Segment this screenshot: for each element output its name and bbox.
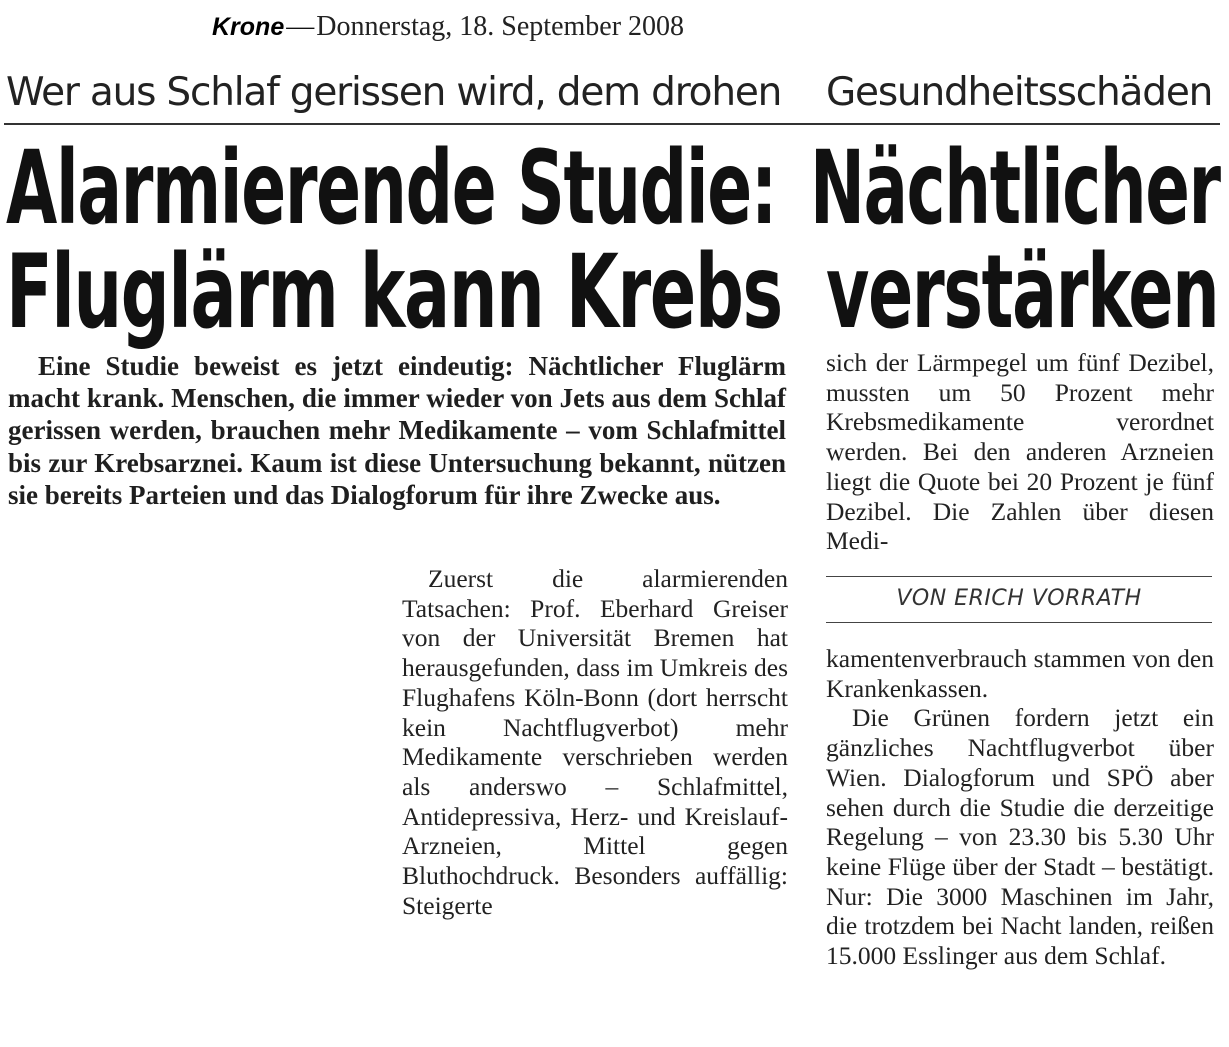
article-column-right-bottom [826,644,1214,971]
article-paragraph: Zuerst die alarmierenden Tatsachen: Prof. Eberhard Greiser von der Universität Bremen hat herausgefunden, dass im Umkreis des Flughafens Köln-Bonn (dort herrscht kein Nachtflugverbot) mehr Medikamente verschrieben werden als anderswo – Schlafmittel, Antidepressiva, Herz- und Kreislauf-Arzneien, Mittel gegen Bluthochdruck. Besonders auffällig: Steigerte [402,564,788,920]
article-paragraph: kamentenverbrauch stammen von den Krankenkassen. [826,644,1214,703]
byline-rule-bottom [826,622,1212,623]
headline-line-2-right: verstärken [826,233,1219,352]
kicker-left: Wer aus Schlaf gerissen wird, dem drohen [6,70,782,115]
lead-paragraph: Eine Studie beweist es jetzt eindeutig: Nächtlicher Fluglärm macht krank. Menschen, die immer wieder von Jets aus dem Schlaf gerissen werden, brauchen mehr Medikamente – vom Schlafmittel bis zur Krebsarznei. Kaum ist diese Untersuchung bekannt, nützen sie bereits Parteien und das Dialogforum für ihre Zwecke aus. [8,351,786,510]
header-rule [4,123,1220,125]
article-column-middle [402,564,788,920]
byline: VON ERICH VORRATH [896,586,1142,611]
publication-date: Donnerstag, 18. September 2008 [316,11,685,42]
headline-line-2-left: Fluglärm kann Krebs [6,233,782,352]
headline-line-1-left: Alarmierende Studie: [6,129,777,248]
headline-line-1-right: Nächtlicher [810,129,1220,248]
article-paragraph: Die Grünen fordern jetzt ein gänzliches Nachtflugverbot über Wien. Dialogforum und SPÖ aber sehen durch die Studie die derzeitige Regelung – von 23.30 bis 5.30 Uhr keine Flüge über der Stadt – bestätigt. Nur: Die 3000 Maschinen im Jahr, die trotzdem bei Nacht landen, reißen 15.000 Esslinger aus dem Schlaf. [826,703,1214,971]
byline-rule-top [826,576,1212,577]
newspaper-name: Krone [212,13,285,41]
article-column-right-top [826,348,1214,556]
kicker-right: Gesundheitsschäden [826,70,1213,115]
masthead [212,10,684,44]
masthead-dash: — [286,11,315,42]
article-paragraph: sich der Lärmpegel um fünf Dezibel, mussten um 50 Prozent mehr Krebsmedikamente verordnet werden. Bei den anderen Arzneien liegt die Quote bei 20 Prozent je fünf Dezibel. Die Zahlen über diesen Medi- [826,348,1214,556]
